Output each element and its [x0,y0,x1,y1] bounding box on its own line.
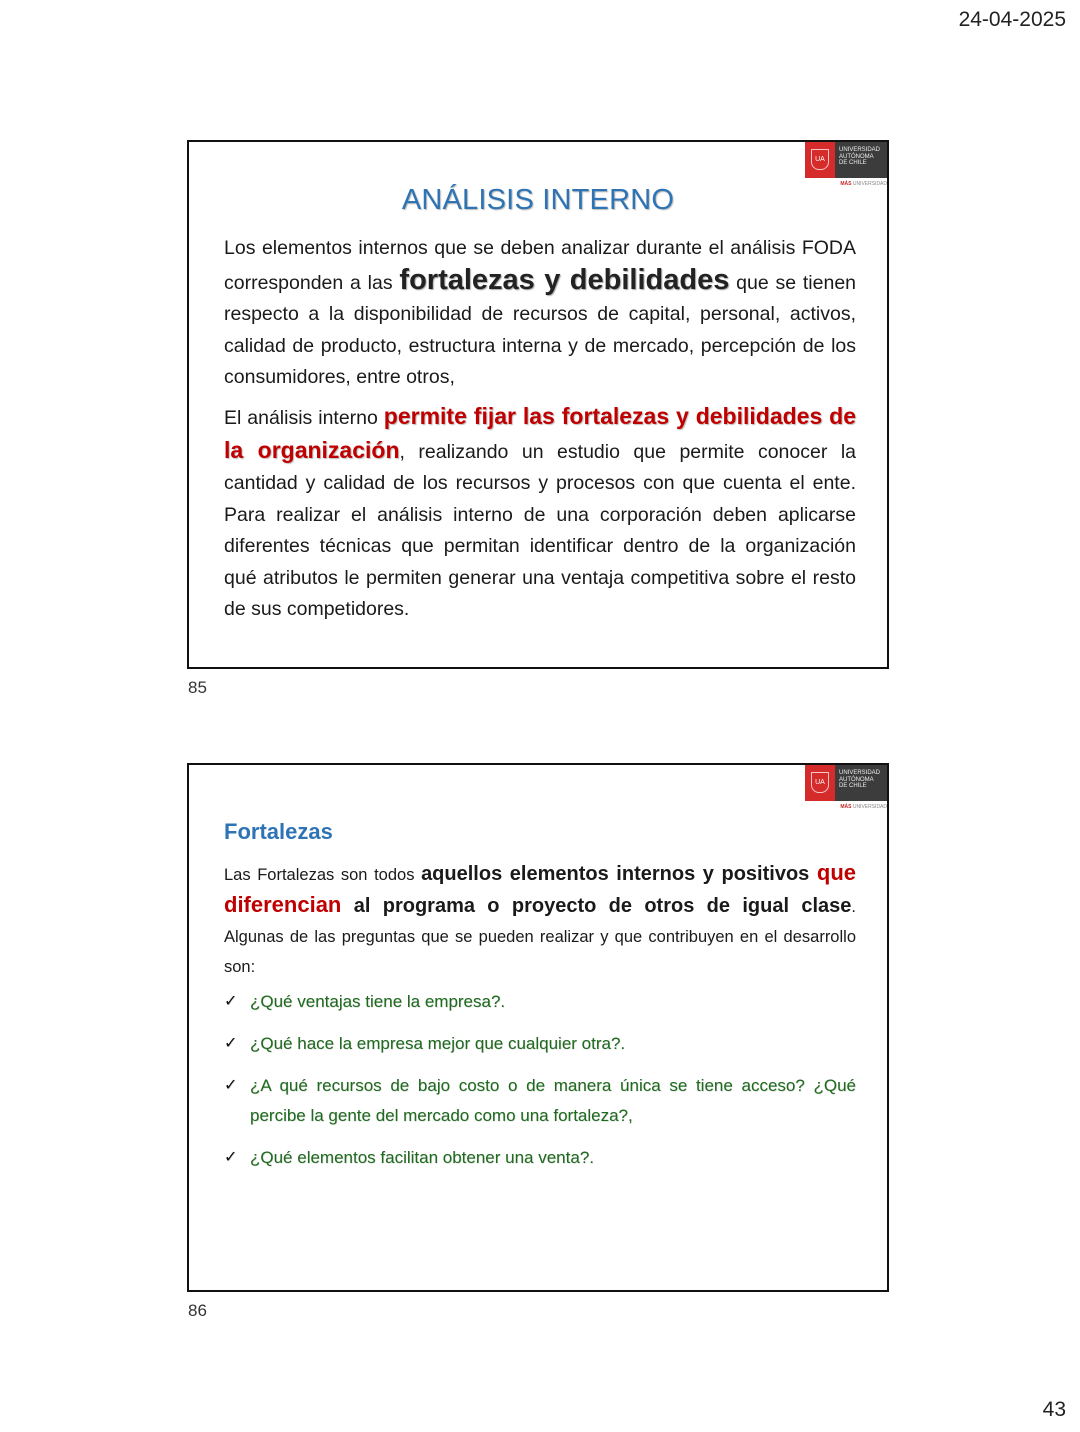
slide-title: ANÁLISIS INTERNO [401,184,675,216]
list-item: ✓ ¿A qué recursos de bajo costo o de manera única se tiene acceso? ¿Qué percibe la gente del mercado como una fortaleza?, [224,1071,856,1131]
paragraph: Las Fortalezas son todos aquellos elementos internos y positivos que diferencian al programa o proyecto de otros de igual clase. Algunas de las preguntas que se pueden realizar y que contribuyen en el desarrollo son: [224,860,856,976]
page-number: 43 [1042,1398,1066,1421]
shield-icon: UA [811,149,829,170]
print-date: 24-04-2025 [958,8,1066,31]
slide-number: 85 [188,678,207,697]
university-logo: UA UNIVERSIDAD AUTÓNOMA DE CHILE MÁS UNIVERSIDAD [805,142,887,190]
slide-analisis-interno [187,140,889,669]
paragraph: El análisis interno permite fijar las fortalezas y debilidades de la organización, realizando un estudio que permite conocer la cantidad y calidad de los recursos y procesos con que cuenta el ente. Para realizar el análisis interno de una corporación deben aplicarse diferentes técnicas que permitan identificar dentro de la organización qué atributos le permiten generar una ventaja competitiva sobre el resto de sus competidores. [224,403,856,620]
checkmark-icon: ✓ [224,993,238,1010]
slide-number: 86 [188,1301,207,1320]
checkmark-icon: ✓ [224,1035,238,1052]
slide-fortalezas [187,763,889,1292]
list-item: ✓ ¿Qué elementos facilitan obtener una venta?. [224,1143,856,1173]
list-item: ✓ ¿Qué ventajas tiene la empresa?. [224,987,856,1017]
checkmark-icon: ✓ [224,1149,238,1166]
university-logo: UA UNIVERSIDAD AUTÓNOMA DE CHILE MÁS UNIVERSIDAD [805,765,887,813]
paragraph: Los elementos internos que se deben analizar durante el análisis FODA corresponden a las fortalezas y debilidades que se tienen respecto a la disponibilidad de recursos de capital, personal, activos, calidad de producto, estructura interna y de mercado, percepción de los consumidores, entre otros, [224,237,857,388]
questions-list [224,987,856,1185]
checkmark-icon: ✓ [224,1077,238,1094]
list-item: ✓ ¿Qué hace la empresa mejor que cualquier otra?. [224,1029,856,1059]
slide-title: Fortalezas [224,819,333,844]
shield-icon: UA [811,772,829,793]
